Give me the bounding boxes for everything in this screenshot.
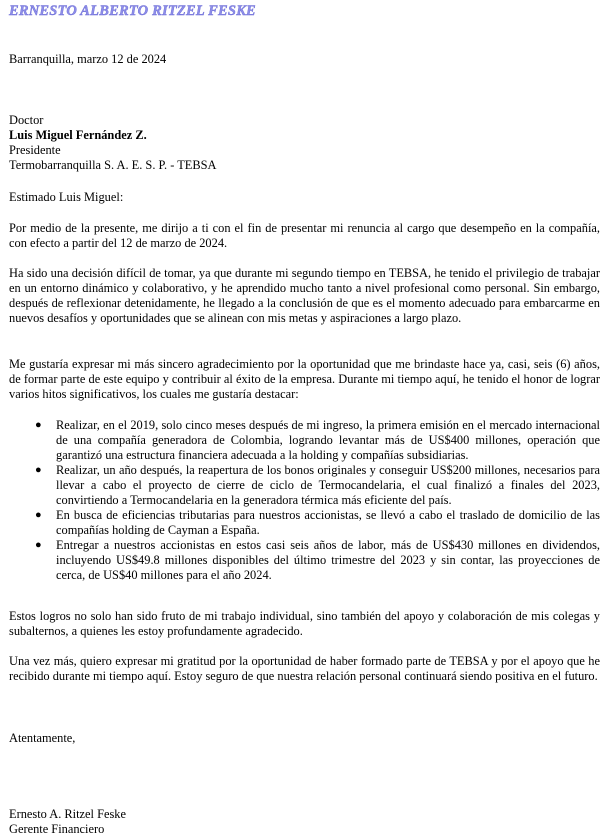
signature-role: Gerente Financiero (9, 822, 105, 836)
letterhead: ERNESTO ALBERTO RITZEL FESKE (9, 3, 256, 19)
bullet-icon: ● (35, 509, 42, 521)
valediction (9, 731, 600, 746)
paragraph-5: Una vez más, quiero expresar mi gratitud por la oportunidad de haber formado parte de TEBSA y por el apoyo que he recibido durante mi tiempo aquí. Estoy seguro de que nuestra relación personal continuará siendo positiva en el futuro. (9, 654, 600, 683)
list-item-text: Entregar a nuestros accionistas en estos casi seis años de labor, más de US$430 millones en dividendos, incluyendo US$49.8 millones disponibles del último trimestre del 2023 y sin contar, las proyecciones de cerca, de US$40 millones para el año 2024. (56, 538, 600, 582)
bullet-icon: ● (35, 539, 42, 551)
list-item (9, 538, 600, 583)
paragraph-4: Estos logros no solo han sido fruto de mi trabajo individual, sino también del apoyo y colaboración de mis colegas y subalternos, a quienes les estoy profundamente agradecido. (9, 609, 600, 638)
recipient-block (9, 113, 600, 173)
recipient-company: Termobarranquilla S. A. E. S. P. - TEBSA (9, 158, 217, 172)
place-date-text: Barranquilla, marzo 12 de 2024 (9, 52, 167, 66)
list-item (9, 418, 600, 463)
valediction-text: Atentamente, (9, 731, 76, 745)
achievements-list (9, 418, 600, 583)
list-item-text: Realizar, en el 2019, solo cinco meses después de mi ingreso, la primera emisión en el mercado internacional de una compañía generadora de Colombia, logrando levantar más de US$400 millones, operación que garantizó una estructura financiera adecuada a la holding y compañías subsidiarias. (56, 418, 600, 462)
recipient-name: Luis Miguel Fernández Z. (9, 128, 147, 142)
list-item-text: Realizar, un año después, la reapertura de los bonos originales y conseguir US$200 millones, necesarios para llevar a cabo el proyecto de cierre de ciclo de Termocandelaria, el cual finalizó a finales del 2023, convirtiendo a Termocandelaria en la generadora térmica más eficiente del país. (56, 463, 600, 507)
bullet-icon: ● (35, 419, 42, 431)
salutation (9, 190, 600, 205)
list-item-text: En busca de eficiencias tributarias para nuestros accionistas, se llevó a cabo el traslado de domicilio de las compañías holding de Cayman a España. (56, 508, 600, 537)
list-item (9, 463, 600, 508)
paragraph-3: Me gustaría expresar mi más sincero agradecimiento por la oportunidad que me brindaste hace ya, casi, seis (6) años, de formar parte de este equipo y contribuir al éxito de la empresa. Durante mi tiempo aquí, he tenido el honor de lograr varios hitos significativos, los cuales me gustaría destacar: (9, 357, 600, 401)
recipient-title: Doctor (9, 113, 44, 127)
paragraph-1: Por medio de la presente, me dirijo a ti con el fin de presentar mi renuncia al cargo que desempeño en la compañía, con efecto a partir del 12 de marzo de 2024. (9, 221, 600, 250)
place-date (9, 52, 600, 67)
signature-block (9, 807, 600, 837)
recipient-role: Presidente (9, 143, 61, 157)
bullet-icon: ● (35, 464, 42, 476)
list-item (9, 508, 600, 538)
paragraph-2: Ha sido una decisión difícil de tomar, ya que durante mi segundo tiempo en TEBSA, he tenido el privilegio de trabajar en un entorno dinámico y colaborativo, y he aprendido mucho tanto a nivel profesional como personal. Sin embargo, después de reflexionar detenidamente, he llegado a la conclusión de que es el momento adecuado para embarcarme en nuevos desafíos y oportunidades que se alinean con mis metas y aspiraciones a largo plazo. (9, 266, 600, 325)
signature-name: Ernesto A. Ritzel Feske (9, 807, 127, 821)
salutation-text: Estimado Luis Miguel: (9, 190, 124, 204)
